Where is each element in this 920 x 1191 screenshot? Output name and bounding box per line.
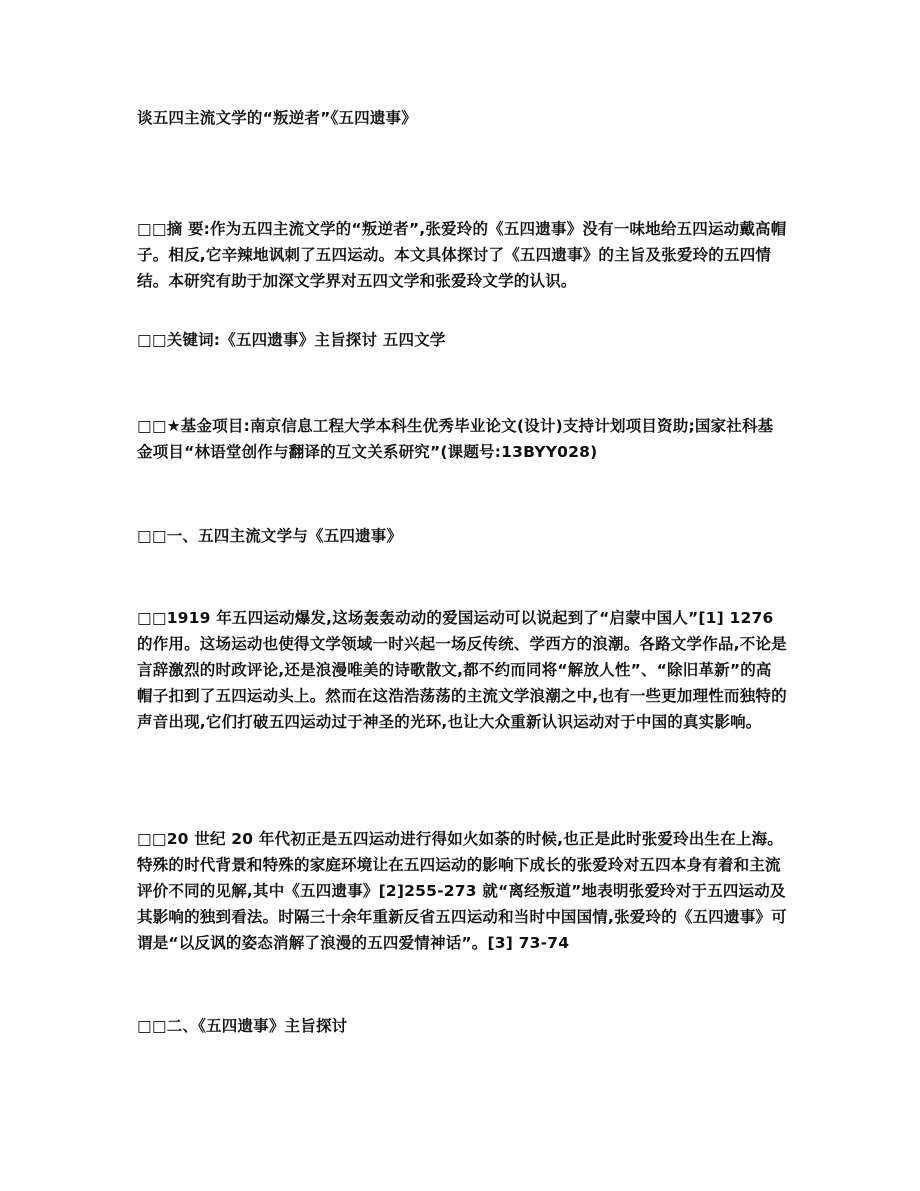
body-paragraph-1: □□1919 年五四运动爆发,这场轰轰动动的爱国运动可以说起到了“启蒙中国人”[1] 1276 的作用。这场运动也使得文学领域一时兴起一场反传统、学西方的浪潮。各路文学作品,不论是言辞激烈的时政评论,还是浪漫唯美的诗歌散文,都不约而同将“解放人性”、“除旧革新”的高帽子扣到了五四运动头上。然而在这浩浩荡荡的主流文学浪潮之中,也有一些更加理性而独特的声音出现,它们打破五四运动过于神圣的光环,也让大众重新认识运动对于中国的真实影响。 (137, 609, 787, 731)
fund-note-paragraph: □□★基金项目:南京信息工程大学本科生优秀毕业论文(设计)支持计划项目资助;国家社科基金项目“林语堂创作与翻译的互文关系研究”(课题号:13BYY028) (137, 417, 774, 461)
keywords-paragraph: □□关键词:《五四遗事》主旨探讨 五四文学 (137, 331, 446, 349)
abstract-paragraph: □□摘 要:作为五四主流文学的“叛逆者”,张爱玲的《五四遗事》没有一味地给五四运动戴高帽子。相反,它辛辣地讽刺了五四运动。本文具体探讨了《五四遗事》的主旨及张爱玲的五四情结。本研究有助于加深文学界对五四文学和张爱玲文学的认识。 (137, 220, 787, 290)
body-paragraph-2: □□20 世纪 20 年代初正是五四运动进行得如火如荼的时候,也正是此时张爱玲出生在上海。特殊的时代背景和特殊的家庭环境让在五四运动的影响下成长的张爱玲对五四本身有着和主流评价不同的见解,其中《五四遗事》[2]255-273 就“离经叛道”地表明张爱玲对于五四运动及其影响的独到看法。时隔三十余年重新反省五四运动和当时中国国情,张爱玲的《五四遗事》可谓是“以反讽的姿态消解了浪漫的五四爱情神话”。[3] 73-74 (137, 830, 787, 952)
section-heading-1: □□一、五四主流文学与《五四遗事》 (137, 527, 403, 545)
section-heading-2: □□二、《五四遗事》主旨探讨 (137, 1017, 348, 1035)
document-title: 谈五四主流文学的“叛逆者”《五四遗事》 (137, 109, 417, 127)
